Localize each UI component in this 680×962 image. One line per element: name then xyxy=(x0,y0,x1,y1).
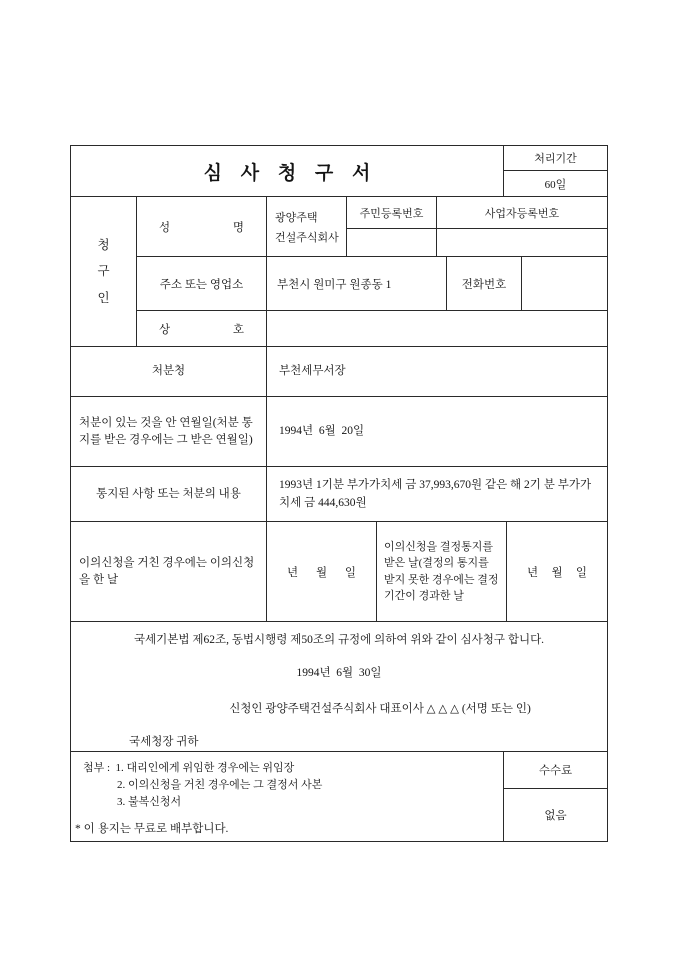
name-label: 성 명 xyxy=(136,197,266,256)
claimant-group-label xyxy=(71,197,136,346)
review-request-form xyxy=(70,145,608,842)
phone-value xyxy=(521,257,607,310)
notice-content-row xyxy=(71,466,607,521)
declaration-addressee: 국세청장 귀하 xyxy=(129,736,199,748)
claimant-fields xyxy=(136,197,607,346)
disposition-date-row xyxy=(71,396,607,466)
free-distribution-note: * 이 용지는 무료로 배부합니다. xyxy=(75,823,229,835)
trade-name-value xyxy=(266,311,607,346)
claimant-section xyxy=(71,196,607,346)
phone-label: 전화번호 xyxy=(446,257,521,310)
registration-numbers xyxy=(346,197,607,256)
attachment-line-2: 2. 이의신청을 거친 경우에는 그 결정서 사본 xyxy=(117,779,323,791)
address-label: 주소 또는 영업소 xyxy=(136,257,266,310)
processing-period-value: 60일 xyxy=(544,178,567,191)
disposition-date-label: 처분이 있는 것을 안 연월일(처분 통지를 받은 경우에는 그 받은 연월일) xyxy=(79,416,253,446)
claimant-group-label-text: 청구인 xyxy=(97,238,110,305)
objection-row xyxy=(71,521,607,621)
resident-number-label: 주민등록번호 xyxy=(346,197,436,228)
disposition-date-value: 1994년 6월 20일 xyxy=(266,397,607,466)
attachment-line-1: 첨부 : 1. 대리인에게 위임한 경우에는 위임장 xyxy=(83,762,295,774)
business-number-value xyxy=(436,229,607,256)
attachments-list xyxy=(71,752,503,841)
address-value: 부천시 원미구 원종동 1 xyxy=(266,257,446,310)
disposition-agency-value: 부천세무서장 xyxy=(266,347,607,396)
processing-period-box xyxy=(503,146,607,196)
notice-content-value: 1993년 1기분 부가가치세 금 37,993,670원 같은 해 2기 분 부가가치세 금 444,630원 xyxy=(266,467,607,521)
fee-value: 없음 xyxy=(544,810,567,822)
processing-period-label: 처리기간 xyxy=(504,146,607,171)
fee-label: 수수료 xyxy=(504,752,607,789)
fee-box xyxy=(503,752,607,841)
declaration-statement: 국세기본법 제62조, 동법시행령 제50조의 규정에 의하여 위와 같이 심사청구 합니다. xyxy=(133,634,545,646)
resident-number-value xyxy=(346,229,436,256)
header-row xyxy=(71,146,607,196)
objection-date-field: 년 월 일 xyxy=(266,522,376,621)
notice-content-label: 통지된 사항 또는 처분의 내용 xyxy=(96,487,241,500)
objection-decision-date-field: 년 월 일 xyxy=(506,522,607,621)
disposition-agency-label: 처 분 청 xyxy=(151,365,186,378)
attachment-line-3: 3. 불복신청서 xyxy=(117,796,182,808)
declaration-signer: 신청인 광양주택건설주식회사 대표이사 △ △ △ (서명 또는 인) xyxy=(229,703,531,715)
business-number-label: 사업자등록번호 xyxy=(436,197,607,228)
objection-decision-label: 이의신청을 결정통지를 받은 날(결정의 통지를 받지 못한 경우에는 결정기간이 경과한 날 xyxy=(376,522,506,621)
declaration-section xyxy=(71,621,607,751)
trade-name-label: 상 호 xyxy=(136,311,266,346)
declaration-date: 1994년 6월 30일 xyxy=(296,667,382,679)
disposition-agency-row xyxy=(71,346,607,396)
name-value: 광양주택 건설주식회사 xyxy=(266,197,346,256)
attachments-row xyxy=(71,751,607,841)
objection-date-label: 이의신청을 거친 경우에는 이의신청을 한 날 xyxy=(79,556,255,586)
form-title: 심 사 청 구 서 xyxy=(203,162,378,184)
